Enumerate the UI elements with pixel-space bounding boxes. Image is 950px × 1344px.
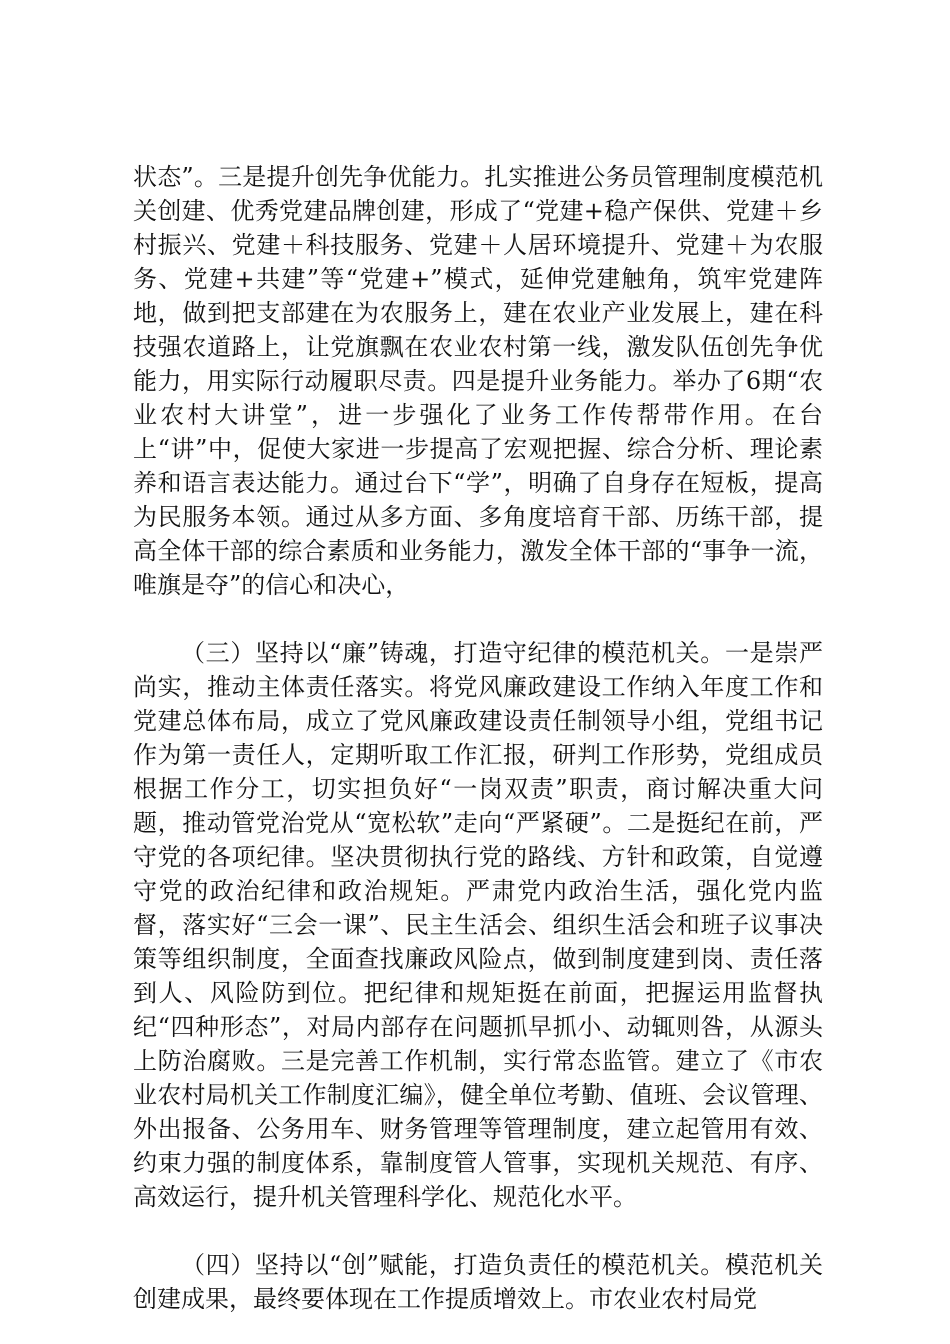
paragraph-1: 状态”。三是提升创先争优能力。扎实推进公务员管理制度模范机关创建、优秀党建品牌创建，形成了“党建+稳产保供、党建＋乡村振兴、党建＋科技服务、党建＋人居环境提升、党建＋为农服务、党建+共建”等“党建+”模式，延伸党建触角，筑牢党建阵地，做到把支部建在为农服务上，建在农业产业发展上，建在科技强农道路上，让党旗飘在农业农村第一线，激发队伍创先争优能力，用实际行动履职尽责。四是提升业务能力。举办了6期“农业农村大讲堂”，进一步强化了业务工作传帮带作用。在台上“讲”中，促使大家进一步提高了宏观把握、综合分析、理论素养和语言表达能力。通过台下“学”，明确了自身存在短板，提高为民服务本领。通过从多方面、多角度培育干部、历练干部，提高全体干部的综合素质和业务能力，激发全体干部的“事争一流，唯旗是夺”的信心和决心，: [133, 163, 823, 599]
paragraph-spacer: [133, 1214, 823, 1248]
paragraph-2: （三）坚持以“廉”铸魂，打造守纪律的模范机关。一是崇严尚实，推动主体责任落实。将党风廉政建设工作纳入年度工作和党建总体布局，成立了党风廉政建设责任制领导小组，党组书记作为第一责任人，定期听取工作汇报，研判工作形势，党组成员根据工作分工，切实担负好“一岗双责”职责，商讨解决重大问题，推动管党治党从“宽松软”走向“严紧硬”。二是挺纪在前，严守党的各项纪律。坚决贯彻执行党的路线、方针和政策，自觉遵守党的政治纪律和政治规矩。严肃党内政治生活，强化党内监督，落实好“三会一课”、民主生活会、组织生活会和班子议事决策等组织制度，全面查找廉政风险点，做到制度建到岗、责任落到人、风险防到位。把纪律和规矩挺在前面，把握运用监督执纪“四种形态”，对局内部存在问题抓早抓小、动辄则咎，从源头上防治腐败。三是完善工作机制，实行常态监管。建立了《市农业农村局机关工作制度汇编》，健全单位考勤、值班、会议管理、外出报备、公务用车、财务管理等管理制度，建立起管用有效、约束力强的制度体系，靠制度管人管事，实现机关规范、有序、高效运行，提升机关管理科学化、规范化水平。: [133, 639, 823, 1211]
paragraph-3: （四）坚持以“创”赋能，打造负责任的模范机关。模范机关创建成果，最终要体现在工作提质增效上。市农业农村局党: [133, 1251, 823, 1313]
document-body: [133, 160, 823, 1316]
paragraph-spacer: [133, 602, 823, 636]
